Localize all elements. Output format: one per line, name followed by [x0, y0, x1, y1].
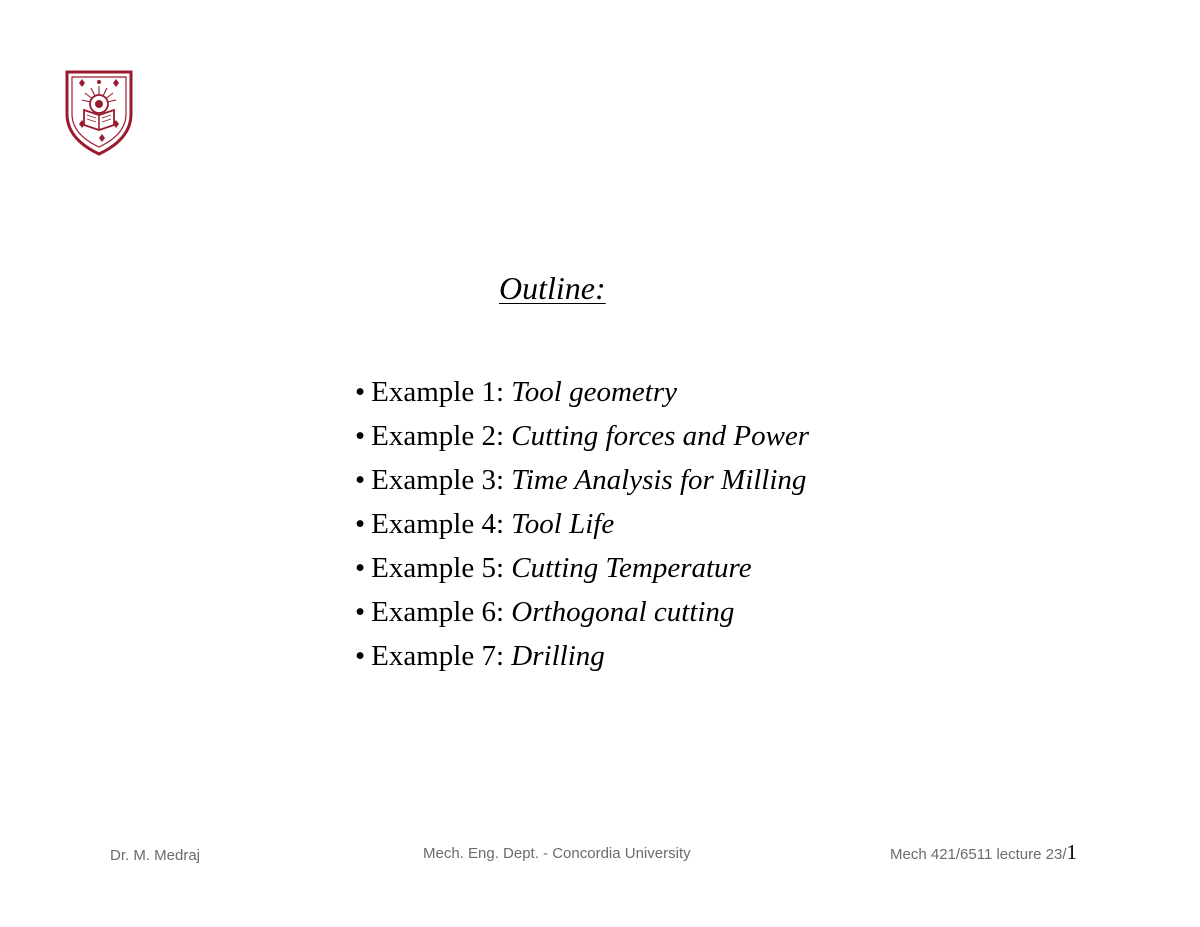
bullet: •: [355, 464, 366, 496]
outline-item: [355, 416, 809, 460]
example-topic: Time Analysis for Milling: [511, 464, 807, 496]
bullet: •: [355, 420, 366, 452]
concordia-crest-icon: [62, 68, 136, 156]
bullet: •: [355, 508, 366, 540]
example-label: Example 7:: [371, 640, 505, 672]
bullet: •: [355, 640, 366, 672]
example-topic: Drilling: [511, 640, 605, 672]
page-number: 1: [1066, 840, 1078, 864]
example-label: Example 2:: [371, 420, 505, 452]
slide-title: Outline:: [499, 270, 606, 306]
example-label: Example 4:: [371, 508, 505, 540]
example-label: Example 3:: [371, 464, 505, 496]
footer-department: Mech. Eng. Dept. - Concordia University: [423, 845, 691, 862]
outline-item: [355, 636, 809, 680]
example-label: Example 5:: [371, 552, 505, 584]
bullet: •: [355, 596, 366, 628]
footer-author: Dr. M. Medraj: [110, 847, 201, 864]
lecture-label: Mech 421/6511 lecture 23/: [890, 846, 1067, 863]
example-topic: Tool geometry: [511, 376, 677, 408]
outline-item: [355, 504, 809, 548]
outline-item: [355, 592, 809, 636]
example-topic: Tool Life: [511, 508, 615, 540]
outline-item: [355, 372, 809, 416]
outline-list: [355, 372, 809, 680]
example-label: Example 1:: [371, 376, 505, 408]
example-topic: Cutting forces and Power: [511, 420, 810, 452]
bullet: •: [355, 552, 366, 584]
example-topic: Orthogonal cutting: [511, 596, 735, 628]
footer-lecture: [890, 840, 1077, 865]
outline-item: [355, 548, 809, 592]
bullet: •: [355, 376, 366, 408]
example-topic: Cutting Temperature: [511, 552, 752, 584]
outline-item: [355, 460, 809, 504]
example-label: Example 6:: [371, 596, 505, 628]
